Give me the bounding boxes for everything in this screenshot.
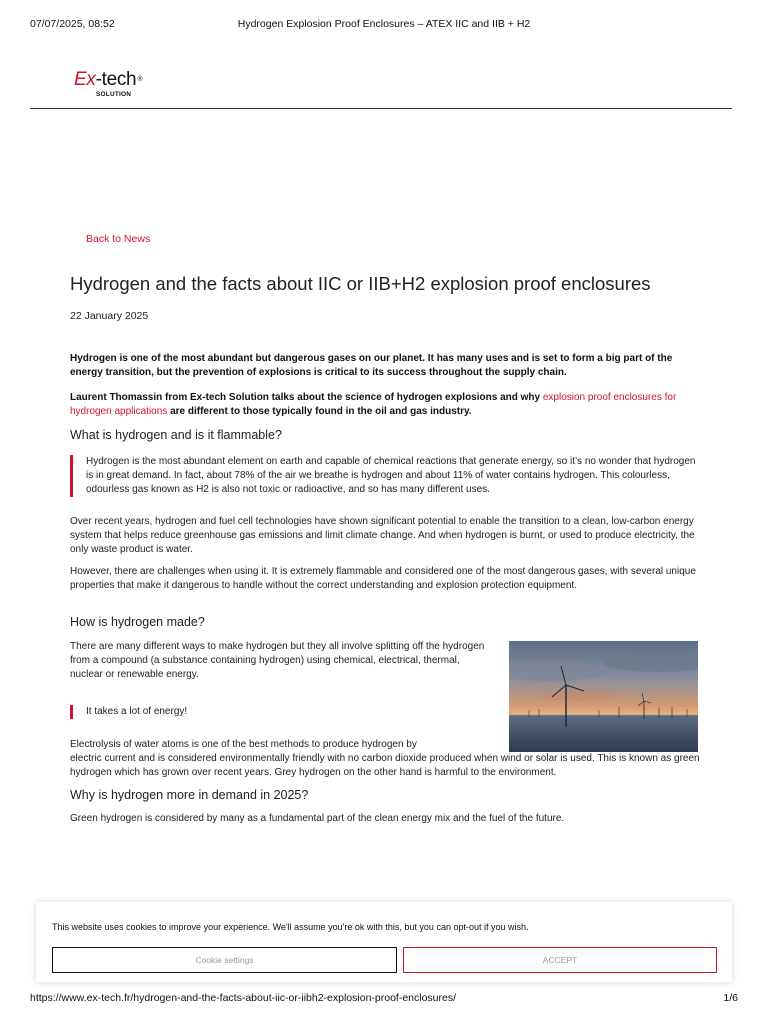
explosion-proof-enclosures-link[interactable]: explosion proof enclosures for hydrogen applications	[70, 392, 677, 417]
heading-why-demand: Why is hydrogen more in demand in 2025?	[70, 788, 309, 802]
paragraph-electrolysis-rest: electric current and is considered environmentally friendly with no carbon dioxide produced when wind or solar is used. This is known as green hydrogen which has grown over recent years. Grey hydrogen on the other hand is harmful to the environment.	[70, 753, 700, 778]
article-date: 22 January 2025	[70, 310, 149, 322]
print-footer	[0, 992, 768, 1006]
page-number: 1/6	[723, 992, 738, 1004]
ex-tech-logo[interactable]	[74, 70, 154, 102]
lead-paragraph: Laurent Thomassin from Ex-tech Solution talks about the science of hydrogen explosions and why explosion proof enclosures for hydrogen applications are different to those typically found in the oil and gas industry.	[70, 392, 677, 417]
paragraph-challenges: However, there are challenges when using it. It is extremely flammable and considered one of the most dangerous gases, with several unique properties that make it dangerous to handle without the correct understanding and explosion protection equipment.	[70, 566, 696, 591]
print-header	[0, 18, 768, 32]
quote-bar-short	[70, 705, 73, 719]
quote-bar	[70, 455, 73, 497]
print-url: https://www.ex-tech.fr/hydrogen-and-the-facts-about-iic-or-iibh2-explosion-proof-enclosures/	[30, 992, 457, 1004]
logo-subtitle: SOLUTION	[96, 91, 132, 98]
print-timestamp: 07/07/2025, 08:52	[30, 18, 115, 30]
print-document-title: Hydrogen Explosion Proof Enclosures – ATEX IIC and IIB + H2	[237, 18, 531, 30]
paragraph-green-hydrogen: Green hydrogen is considered by many as a fundamental part of the clean energy mix and the fuel of the future.	[70, 813, 565, 824]
cookie-consent-bar	[36, 902, 732, 982]
blockquote-energy: It takes a lot of energy!	[86, 706, 188, 717]
paragraph-electrolysis-line1: Electrolysis of water atoms is one of the best methods to produce hydrogen by	[70, 739, 417, 750]
header-divider	[30, 108, 732, 109]
heading-how-made: How is hydrogen made?	[70, 615, 205, 629]
article-title: Hydrogen and the facts about IIC or IIB+H2 explosion proof enclosures	[70, 273, 651, 294]
paragraph-ways-to-make: There are many different ways to make hydrogen but they all involve splitting off the hydrogen from a compound (a substance containing hydrogen) using chemical, electrical, thermal, nuclear or renewable energy.	[70, 641, 485, 680]
cookie-message: This website uses cookies to improve your experience. We'll assume you're ok with this, but you can opt-out if you wish.	[52, 922, 529, 932]
back-to-news-link[interactable]: Back to News	[86, 233, 151, 245]
cookie-settings-button[interactable]: Cookie settings	[52, 947, 397, 973]
heading-what-is-hydrogen: What is hydrogen and is it flammable?	[70, 428, 282, 442]
paragraph-recent-years: Over recent years, hydrogen and fuel cell technologies have shown significant potential to enable the transition to a clean, low-carbon energy system that helps reduce greenhouse gas emissions and limit climate change. And when hydrogen is burnt, or used to produce electricity, the only waste product is water.	[70, 516, 695, 555]
logo-wordmark: Ex-tech®	[74, 69, 143, 90]
blockquote-hydrogen-facts: Hydrogen is the most abundant element on earth and capable of chemical reactions that generate energy, so it’s no wonder that hydrogen is in great demand. In fact, about 78% of the air we breathe is hydrogen and about 11% of water contains hydrogen. This colourless, odourless gas known as H2 is also not toxic or radioactive, and so has many different uses.	[86, 456, 696, 495]
accept-cookies-button[interactable]: ACCEPT	[403, 947, 717, 973]
intro-paragraph: Hydrogen is one of the most abundant but dangerous gases on our planet. It has many uses and is set to form a big part of the energy transition, but the prevention of explosions is critical to its success throughout the supply chain.	[70, 353, 673, 378]
offshore-wind-farm-image	[509, 641, 698, 752]
